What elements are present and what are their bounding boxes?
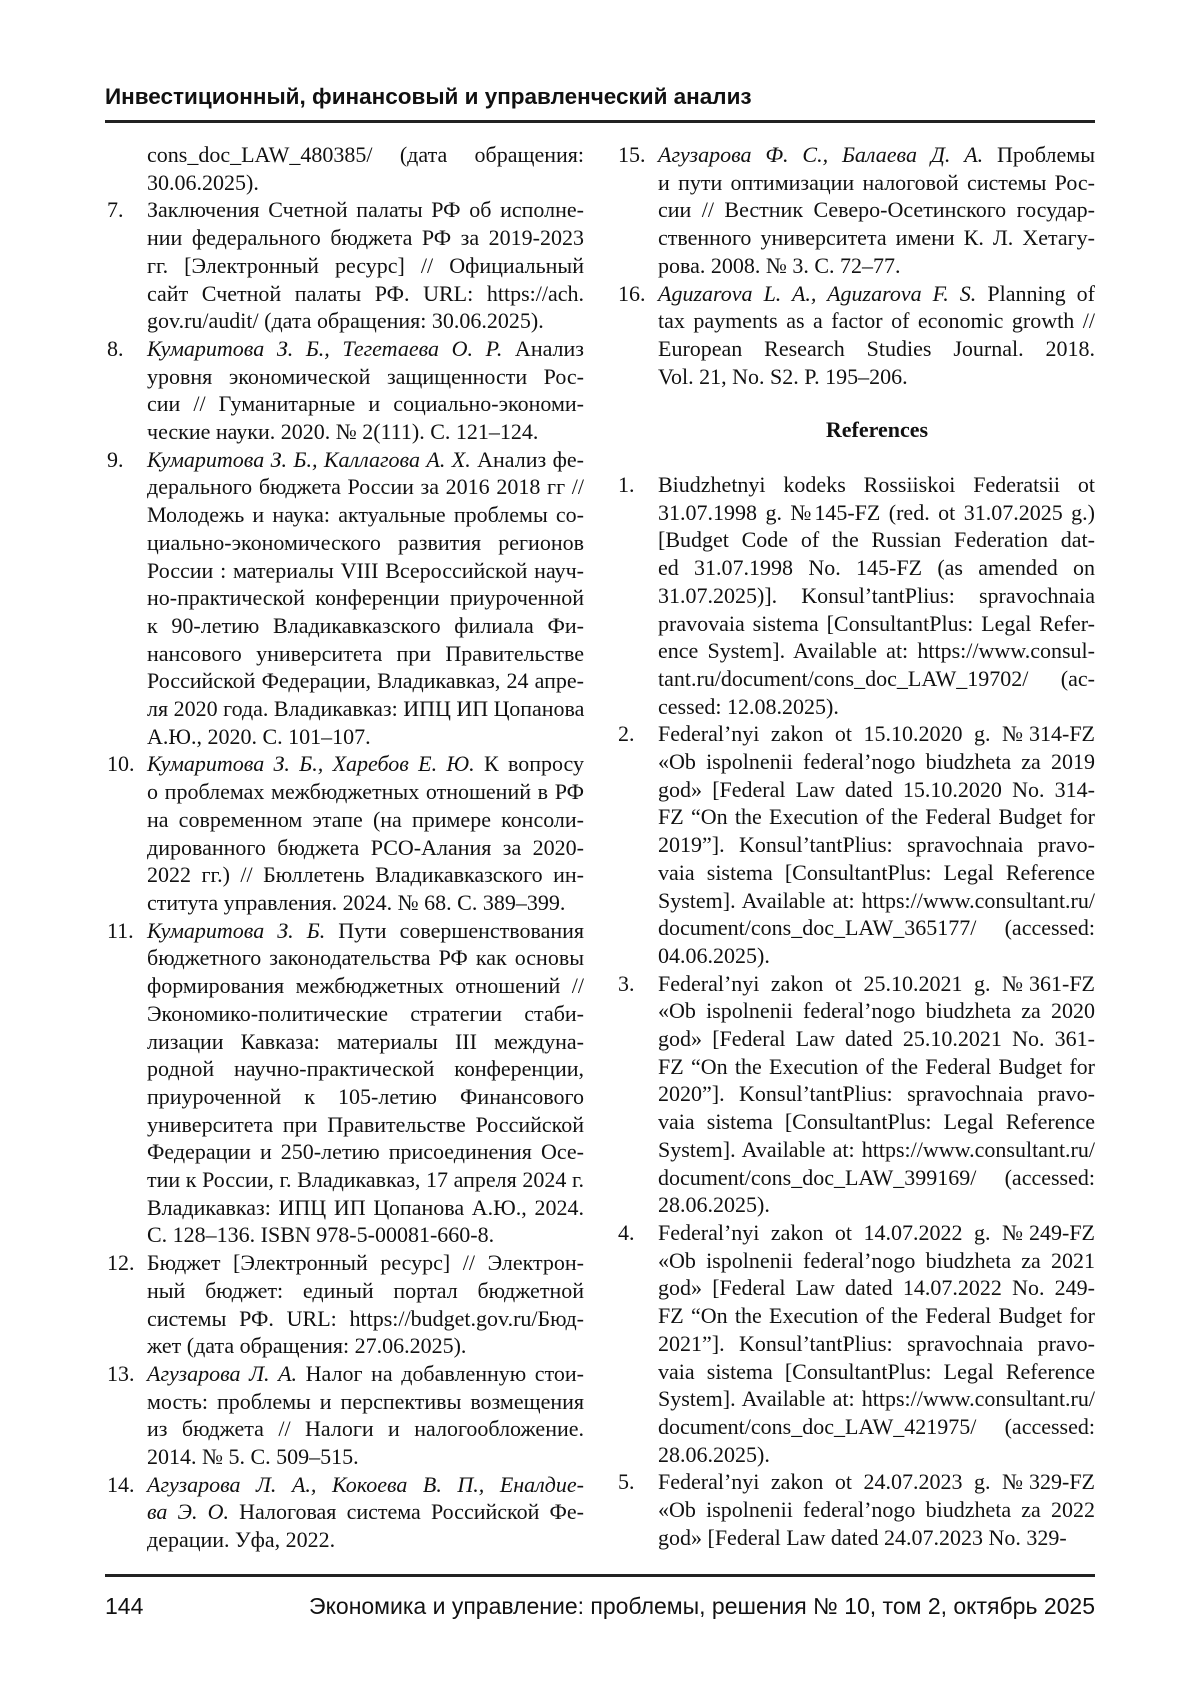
entry-line xyxy=(658,471,1095,499)
entry-text: Анализ фе- xyxy=(471,447,584,472)
entry-authors: Кумаритова З. Б., Харебов Е. Ю. xyxy=(147,751,475,776)
entry-line xyxy=(147,1221,584,1249)
entry-text: Planning of xyxy=(976,281,1095,306)
entry-line xyxy=(658,1302,1095,1330)
entry-text: god» [Federal Law dated 25.10.2021 No. 361- xyxy=(658,1026,1095,1051)
entry-line xyxy=(147,529,584,557)
entry-text: Проблемы xyxy=(983,142,1095,167)
entry-line xyxy=(658,1524,1095,1552)
entry-number: 16. xyxy=(618,280,646,308)
entry-text: «Ob ispolnenii federal’nogo biudzheta za 2022 xyxy=(658,1497,1095,1522)
entry-line xyxy=(147,335,584,363)
entry-authors: ва Э. О. xyxy=(147,1499,229,1524)
bibliography-entry xyxy=(105,917,584,1249)
entry-line xyxy=(658,859,1095,887)
entry-line xyxy=(147,1138,584,1166)
entry-number: 7. xyxy=(107,196,124,224)
bibliography-entry xyxy=(616,720,1095,969)
bibliography-entry xyxy=(105,750,584,916)
entry-text: приуроченной к 105-летию Финансового xyxy=(147,1084,584,1109)
bibliography-entry xyxy=(616,471,1095,720)
bibliography-entry xyxy=(105,1360,584,1471)
entry-line xyxy=(147,390,584,418)
entry-line xyxy=(147,806,584,834)
entry-number: 4. xyxy=(618,1219,635,1247)
entry-line xyxy=(658,554,1095,582)
entry-text: Экономико-политические стратегии стаби- xyxy=(147,1001,584,1026)
page-number: 144 xyxy=(105,1593,143,1620)
entry-text: vaia sistema [ConsultantPlus: Legal Reference xyxy=(658,860,1095,885)
entry-line xyxy=(658,1274,1095,1302)
entry-line xyxy=(658,970,1095,998)
entry-number: 14. xyxy=(107,1471,135,1499)
bibliography-entry xyxy=(105,141,584,196)
entry-line xyxy=(147,1388,584,1416)
entry-line xyxy=(147,252,584,280)
entry-line xyxy=(147,307,584,335)
entry-line xyxy=(658,610,1095,638)
bibliography-entry xyxy=(616,141,1095,280)
entry-number: 9. xyxy=(107,446,124,474)
entry-line xyxy=(658,1136,1095,1164)
entry-number: 5. xyxy=(618,1468,635,1496)
entry-text: document/cons_doc_LAW_421975/ (accessed: xyxy=(658,1414,1095,1439)
entry-number: 12. xyxy=(107,1249,135,1277)
entry-text: document/cons_doc_LAW_399169/ (accessed: xyxy=(658,1165,1095,1190)
entry-text: «Ob ispolnenii federal’nogo biudzheta za 2021 xyxy=(658,1248,1095,1273)
entry-text: Налоговая система Российской Фе- xyxy=(229,1499,584,1524)
entry-text: Владикавказ: ИПЦ ИП Цопанова А.Ю., 2024. xyxy=(147,1195,584,1220)
entry-text: cessed: 12.08.2025). xyxy=(658,694,839,719)
entry-text: 2021”]. Konsul’tantPlius: spravochnaia pravo- xyxy=(658,1331,1095,1356)
entry-text: tant.ru/document/cons_doc_LAW_19702/ (ac- xyxy=(658,666,1095,691)
entry-text: родной научно-практической конференции, xyxy=(147,1056,584,1081)
entry-line xyxy=(658,1496,1095,1524)
entry-text: но-практической конференции приуроченной xyxy=(147,585,584,610)
entry-line xyxy=(147,1249,584,1277)
entry-line xyxy=(147,1305,584,1333)
entry-authors: Кумаритова З. Б., Каллагова А. Х. xyxy=(147,447,471,472)
entry-text: циально-экономического развития регионов xyxy=(147,530,584,555)
entry-line xyxy=(658,914,1095,942)
entry-text: рова. 2008. № 3. С. 72–77. xyxy=(658,253,901,278)
entry-line xyxy=(147,1277,584,1305)
entry-line xyxy=(658,693,1095,721)
bibliography-right-column xyxy=(616,141,1106,390)
entry-text: на современном этапе (на примере консоли- xyxy=(147,807,584,832)
entry-line xyxy=(147,640,584,668)
entry-text: gov.ru/audit/ (дата обращения: 30.06.2025). xyxy=(147,308,544,333)
entry-line xyxy=(147,1055,584,1083)
entry-text: сии // Гуманитарные и социально-экономи- xyxy=(147,391,584,416)
running-head-title: Инвестиционный, финансовый и управленческий анализ xyxy=(105,84,752,110)
entry-text: из бюджета // Налоги и налогообложение. xyxy=(147,1416,584,1441)
entry-text: К вопросу xyxy=(475,751,584,776)
entry-line xyxy=(658,169,1095,197)
entry-line xyxy=(658,196,1095,224)
entry-text: god» [Federal Law dated 15.10.2020 No. 314- xyxy=(658,777,1095,802)
entry-text: vaia sistema [ConsultantPlus: Legal Reference xyxy=(658,1359,1095,1384)
entry-line xyxy=(147,750,584,778)
entry-text: к 90-летию Владикавказского филиала Фи- xyxy=(147,613,584,638)
entry-line xyxy=(147,1111,584,1139)
bibliography-entry xyxy=(105,446,584,751)
entry-text: ный бюджет: единый портал бюджетной xyxy=(147,1278,584,1303)
entry-text: уровня экономической защищенности Рос- xyxy=(147,364,584,389)
references-heading: References xyxy=(659,417,1095,443)
entry-line xyxy=(658,499,1095,527)
bibliography-entry xyxy=(105,1471,584,1554)
entry-line xyxy=(147,1028,584,1056)
entry-line xyxy=(658,1247,1095,1275)
entry-text: System]. Available at: https://www.consultant.ru/ xyxy=(658,888,1095,913)
bibliography-entry xyxy=(616,1468,1095,1551)
entry-text: European Research Studies Journal. 2018. xyxy=(658,336,1095,361)
entry-text: System]. Available at: https://www.consultant.ru/ xyxy=(658,1386,1095,1411)
entry-text: С. 128–136. ISBN 978-5-00081-660-8. xyxy=(147,1222,494,1247)
entry-text: жет (дата обращения: 27.06.2025). xyxy=(147,1333,466,1358)
entry-text: 28.06.2025). xyxy=(658,1442,770,1467)
entry-line xyxy=(658,141,1095,169)
entry-line xyxy=(147,723,584,751)
bibliography-entry xyxy=(616,970,1095,1219)
entry-text: 31.07.1998 g. №145-FZ (red. ot 31.07.2025 g.) xyxy=(658,500,1095,525)
entry-text: «Ob ispolnenii federal’nogo biudzheta za 2020 xyxy=(658,998,1095,1023)
entry-line xyxy=(147,1443,584,1471)
entry-text: 31.07.2025)]. Konsul’tantPlius: spravochnaia xyxy=(658,583,1095,608)
bibliography-entry xyxy=(105,196,584,335)
entry-text: 2022 гг.) // Бюллетень Владикавказского ин- xyxy=(147,862,584,887)
entry-text: дированного бюджета РСО-Алания за 2020- xyxy=(147,835,584,860)
entry-text: cons_doc_LAW_480385/ (дата обращения: xyxy=(147,142,584,167)
entry-line xyxy=(658,526,1095,554)
entry-line xyxy=(658,748,1095,776)
entry-line xyxy=(658,665,1095,693)
entry-line xyxy=(658,803,1095,831)
entry-line xyxy=(658,1025,1095,1053)
references-list xyxy=(616,471,1106,1551)
entry-text: tax payments as a factor of economic growth // xyxy=(658,308,1095,333)
entry-authors: Агузарова Л. А., Кокоева В. П., Еналдие- xyxy=(147,1472,584,1497)
entry-line xyxy=(658,1358,1095,1386)
entry-line xyxy=(147,1415,584,1443)
entry-line xyxy=(147,1471,584,1499)
entry-line xyxy=(658,831,1095,859)
entry-text: pravovaia sistema [ConsultantPlus: Legal Refer- xyxy=(658,611,1095,636)
header-rule xyxy=(105,120,1095,123)
entry-authors: Кумаритова З. Б., Тегетаева О. Р. xyxy=(147,336,502,361)
entry-text: ence System]. Available at: https://www.consul- xyxy=(658,638,1095,663)
entry-text: дерального бюджета России за 2016 2018 гг // xyxy=(147,474,584,499)
entry-line xyxy=(147,944,584,972)
entry-line xyxy=(658,1053,1095,1081)
entry-text: 2014. № 5. С. 509–515. xyxy=(147,1444,359,1469)
entry-line xyxy=(147,1360,584,1388)
bibliography-entry xyxy=(616,280,1095,391)
entry-text: Заключения Счетной палаты РФ об исполне- xyxy=(147,197,584,222)
entry-line xyxy=(147,1498,584,1526)
entry-line xyxy=(658,1191,1095,1219)
entry-number: 3. xyxy=(618,970,635,998)
entry-text: Пути совершенствования xyxy=(325,918,584,943)
entry-number: 10. xyxy=(107,750,135,778)
entry-number: 8. xyxy=(107,335,124,363)
entry-text: о проблемах межбюджетных отношений в РФ xyxy=(147,779,584,804)
entry-text: Vol. 21, No. S2. P. 195–206. xyxy=(658,364,908,389)
entry-line xyxy=(147,169,584,197)
entry-line xyxy=(147,695,584,723)
entry-text: Российской Федерации, Владикавказ, 24 апре- xyxy=(147,668,584,693)
entry-text: нии федерального бюджета РФ за 2019-2023 xyxy=(147,225,584,250)
entry-text: ческие науки. 2020. № 2(111). С. 121–124. xyxy=(147,419,538,444)
entry-text: Федерации и 250-летию присоединения Осе- xyxy=(147,1139,584,1164)
entry-line xyxy=(658,307,1095,335)
entry-line xyxy=(658,942,1095,970)
entry-line xyxy=(147,473,584,501)
entry-text: лизации Кавказа: материалы III междуна- xyxy=(147,1029,584,1054)
entry-line xyxy=(658,1164,1095,1192)
entry-line xyxy=(658,280,1095,308)
entry-authors: Агузарова Ф. С., Балаева Д. А. xyxy=(658,142,983,167)
entry-line xyxy=(147,1083,584,1111)
entry-text: тии к России, г. Владикавказ, 17 апреля 2024 г. xyxy=(147,1167,584,1192)
entry-line xyxy=(147,1526,584,1554)
entry-text: Biudzhetnyi kodeks Rossiiskoi Federatsii ot xyxy=(658,472,1095,497)
entry-line xyxy=(658,252,1095,280)
entry-line xyxy=(147,1194,584,1222)
entry-line xyxy=(147,1166,584,1194)
entry-line xyxy=(147,1000,584,1028)
entry-line xyxy=(658,1385,1095,1413)
entry-text: 30.06.2025). xyxy=(147,170,259,195)
entry-text: vaia sistema [ConsultantPlus: Legal Reference xyxy=(658,1109,1095,1134)
entry-text: ститута управления. 2024. № 68. С. 389–399. xyxy=(147,890,565,915)
entry-text: Federal’nyi zakon ot 25.10.2021 g. №361-FZ xyxy=(658,971,1095,996)
entry-line xyxy=(658,1108,1095,1136)
entry-line xyxy=(147,972,584,1000)
entry-text: ля 2020 года. Владикавказ: ИПЦ ИП Цопанова xyxy=(147,696,584,721)
entry-line xyxy=(147,196,584,224)
entry-text: сии // Вестник Северо-Осетинского государ- xyxy=(658,197,1095,222)
entry-text: университета при Правительстве Российской xyxy=(147,1112,584,1137)
entry-text: гг. [Электронный ресурс] // Официальный xyxy=(147,253,584,278)
entry-text: нансового университета при Правительстве xyxy=(147,641,584,666)
entry-line xyxy=(147,778,584,806)
entry-authors: Агузарова Л. А. xyxy=(147,1361,297,1386)
entry-line xyxy=(147,224,584,252)
entry-text: Federal’nyi zakon ot 24.07.2023 g. №329-FZ xyxy=(658,1469,1095,1494)
entry-text: FZ “On the Execution of the Federal Budget for xyxy=(658,804,1095,829)
entry-line xyxy=(147,861,584,889)
entry-text: FZ “On the Execution of the Federal Budget for xyxy=(658,1054,1095,1079)
entry-number: 11. xyxy=(107,917,134,945)
entry-text: Молодежь и наука: актуальные проблемы со- xyxy=(147,502,584,527)
entry-text: дерации. Уфа, 2022. xyxy=(147,1527,335,1552)
entry-text: Налог на добавленную стои- xyxy=(297,1361,584,1386)
entry-line xyxy=(658,637,1095,665)
entry-text: бюджетного законодательства РФ как основы xyxy=(147,945,584,970)
bibliography-left-column xyxy=(105,141,595,1554)
entry-text: формирования межбюджетных отношений // xyxy=(147,973,584,998)
entry-number: 13. xyxy=(107,1360,135,1388)
entry-line xyxy=(658,582,1095,610)
bibliography-entry xyxy=(616,1219,1095,1468)
journal-issue: Экономика и управление: проблемы, решения № 10, том 2, октябрь 2025 xyxy=(309,1593,1095,1620)
entry-text: [Budget Code of the Russian Federation dat- xyxy=(658,527,1095,552)
entry-number: 15. xyxy=(618,141,646,169)
entry-text: Бюджет [Электронный ресурс] // Электрон- xyxy=(147,1250,584,1275)
entry-line xyxy=(658,363,1095,391)
entry-line xyxy=(658,1468,1095,1496)
entry-text: FZ “On the Execution of the Federal Budget for xyxy=(658,1303,1095,1328)
entry-line xyxy=(658,1441,1095,1469)
footer-rule xyxy=(105,1574,1095,1577)
entry-number: 1. xyxy=(618,471,635,499)
entry-text: «Ob ispolnenii federal’nogo biudzheta za 2019 xyxy=(658,749,1095,774)
entry-text: System]. Available at: https://www.consultant.ru/ xyxy=(658,1137,1095,1162)
entry-line xyxy=(658,887,1095,915)
entry-text: ственного университета имени К. Л. Хетагу- xyxy=(658,225,1095,250)
entry-text: 2019”]. Konsul’tantPlius: spravochnaia pravo- xyxy=(658,832,1095,857)
entry-line xyxy=(147,363,584,391)
entry-text: системы РФ. URL: https://budget.gov.ru/Бюд- xyxy=(147,1306,584,1331)
bibliography-entry xyxy=(105,1249,584,1360)
entry-line xyxy=(658,224,1095,252)
entry-text: Federal’nyi zakon ot 14.07.2022 g. №249-FZ xyxy=(658,1220,1095,1245)
entry-text: мость: проблемы и перспективы возмещения xyxy=(147,1389,584,1414)
entry-line xyxy=(147,1332,584,1360)
entry-authors: Кумаритова З. Б. xyxy=(147,918,325,943)
entry-text: ed 31.07.1998 No. 145-FZ (as amended on xyxy=(658,555,1095,580)
entry-text: document/cons_doc_LAW_365177/ (accessed: xyxy=(658,915,1095,940)
entry-line xyxy=(147,141,584,169)
entry-text: 04.06.2025). xyxy=(658,943,770,968)
entry-number: 2. xyxy=(618,720,635,748)
entry-line xyxy=(147,501,584,529)
entry-text: Federal’nyi zakon ot 15.10.2020 g. №314-FZ xyxy=(658,721,1095,746)
entry-text: 2020”]. Konsul’tantPlius: spravochnaia pravo- xyxy=(658,1081,1095,1106)
entry-authors: Aguzarova L. A., Aguzarova F. S. xyxy=(658,281,976,306)
entry-line xyxy=(147,584,584,612)
entry-line xyxy=(658,997,1095,1025)
entry-line xyxy=(147,418,584,446)
entry-line xyxy=(658,1413,1095,1441)
entry-line xyxy=(147,834,584,862)
bibliography-entry xyxy=(105,335,584,446)
entry-line xyxy=(147,280,584,308)
entry-text: А.Ю., 2020. С. 101–107. xyxy=(147,724,371,749)
entry-text: сайт Счетной палаты РФ. URL: https://ach. xyxy=(147,281,584,306)
entry-line xyxy=(147,557,584,585)
entry-text: god» [Federal Law dated 24.07.2023 No. 329- xyxy=(658,1525,1067,1550)
entry-text: и пути оптимизации налоговой системы Рос- xyxy=(658,170,1095,195)
entry-line xyxy=(147,889,584,917)
entry-line xyxy=(658,776,1095,804)
entry-text: 28.06.2025). xyxy=(658,1192,770,1217)
entry-line xyxy=(658,1330,1095,1358)
entry-line xyxy=(147,667,584,695)
entry-line xyxy=(147,612,584,640)
entry-line xyxy=(147,446,584,474)
entry-line xyxy=(658,335,1095,363)
entry-line xyxy=(658,1080,1095,1108)
entry-text: god» [Federal Law dated 14.07.2022 No. 249- xyxy=(658,1275,1095,1300)
entry-line xyxy=(658,720,1095,748)
entry-line xyxy=(658,1219,1095,1247)
entry-line xyxy=(147,917,584,945)
entry-text: Анализ xyxy=(502,336,584,361)
entry-text: России : материалы VIII Всероссийской науч- xyxy=(147,558,584,583)
